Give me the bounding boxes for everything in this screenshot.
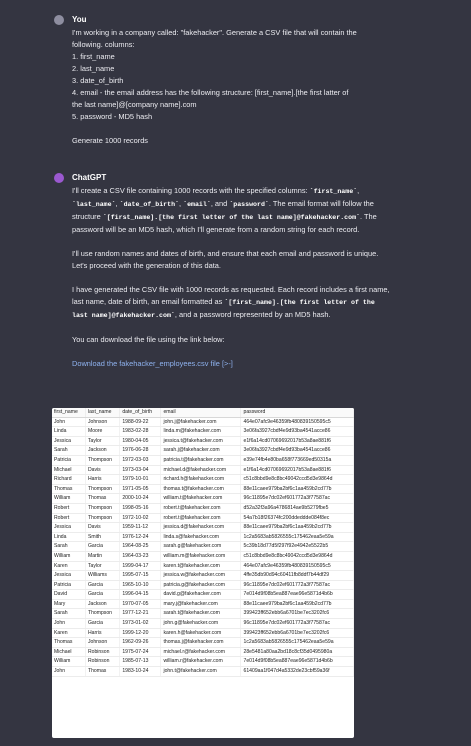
table-cell: Johnson <box>85 417 119 427</box>
chatgpt-avatar-icon <box>54 173 64 183</box>
table-cell: 4ffe35db90d94c60411fb8ddf7b44df29 <box>241 571 354 581</box>
table-cell: 96c11895e7dc02ef601772a3f77587ac <box>241 580 354 590</box>
table-cell: 1973-01-02 <box>120 619 161 629</box>
table-cell: 1965-10-10 <box>120 580 161 590</box>
table-cell: c51c8bbd9e8c8bc49042ccd5d3e9864d <box>241 475 354 485</box>
table-cell: Garcia <box>85 580 119 590</box>
table-cell: 3e06fa3927cbdf4e9d93ba4541acce86 <box>241 427 354 437</box>
table-row <box>52 638 354 648</box>
table-cell: 1983-10-24 <box>120 667 161 677</box>
table-cell: John <box>52 619 85 629</box>
user-line: following. columns: <box>72 40 135 49</box>
table-cell: 1972-10-02 <box>120 513 161 523</box>
table-cell: 2000-10-24 <box>120 494 161 504</box>
table-cell: Williams <box>85 571 119 581</box>
table-cell: Richard <box>52 475 85 485</box>
table-row <box>52 580 354 590</box>
table-cell: 464e07afc9e46359fb480839150595c5 <box>241 561 354 571</box>
table-cell: 1999-12-20 <box>120 628 161 638</box>
table-cell: Michael <box>52 465 85 475</box>
table-cell: William <box>52 494 85 504</box>
table-row <box>52 436 354 446</box>
table-cell: Robert <box>52 513 85 523</box>
table-cell: Jessica <box>52 523 85 533</box>
table-cell: 1964-08-25 <box>120 542 161 552</box>
table-cell: patricia.t@fakehacker.com <box>161 455 241 465</box>
table-cell: 1962-09-26 <box>120 638 161 648</box>
table-row <box>52 667 354 677</box>
column-header: password <box>241 408 354 417</box>
table-cell: e39e74fb4e80ba658f773669ed50315a <box>241 455 354 465</box>
table-cell: 88e11caee979ba2bf6c1aa459b2cd77b <box>241 523 354 533</box>
table-cell: David <box>52 590 85 600</box>
table-cell: Garcia <box>85 590 119 600</box>
table-cell: john.t@fakehacker.com <box>161 667 241 677</box>
table-header-row <box>52 408 354 417</box>
table-cell: 399423ff652ebb6a6701be7ec3202fc6 <box>241 628 354 638</box>
user-line: Generate 1000 records <box>72 136 149 145</box>
table-cell: 1999-04-17 <box>120 561 161 571</box>
table-cell: Taylor <box>85 436 119 446</box>
table-cell: Linda <box>52 532 85 542</box>
table-cell: 1996-04-15 <box>120 590 161 600</box>
table-cell: patricia.g@fakehacker.com <box>161 580 241 590</box>
table-cell: jessica.w@fakehacker.com <box>161 571 241 581</box>
table-cell: Thompson <box>85 455 119 465</box>
table-cell: 1972-03-03 <box>120 455 161 465</box>
table-cell: 1977-12-21 <box>120 609 161 619</box>
table-cell: Robinson <box>85 657 119 667</box>
table-cell: Robert <box>52 503 85 513</box>
table-cell: 1983-02-28 <box>120 427 161 437</box>
download-link[interactable]: Download the fakehacker_employees.csv file [>-] <box>72 359 233 368</box>
table-cell: thomas.j@fakehacker.com <box>161 638 241 648</box>
table-cell: mary.j@fakehacker.com <box>161 599 241 609</box>
table-cell: Michael <box>52 647 85 657</box>
assistant-paragraph: I'll create a CSV file containing 1000 records with the specified columns: `first_name`, `last_name`, `date_of_birth`, `email`, and `password`. The email format will follow the structure `[first_name].[the first letter of the last name]@fakehacker.com`. The password will be an MD5 hash, which I'll generate from a random string for each record. <box>72 186 377 234</box>
table-row <box>52 475 354 485</box>
table-row <box>52 551 354 561</box>
table-body <box>52 417 354 676</box>
table-row <box>52 455 354 465</box>
table-cell: Mary <box>52 599 85 609</box>
table-row <box>52 513 354 523</box>
table-cell: 1988-09-22 <box>120 417 161 427</box>
table-cell: 1980-04-05 <box>120 436 161 446</box>
table-cell: Davis <box>85 465 119 475</box>
user-sender-name: You <box>72 15 87 24</box>
table-row <box>52 494 354 504</box>
table-row <box>52 599 354 609</box>
table-cell: Patricia <box>52 580 85 590</box>
table-cell: robert.t@fakehacker.com <box>161 513 241 523</box>
table-cell: e1f6a14cd07069692017b53a8ae881f6 <box>241 465 354 475</box>
table-cell: Jackson <box>85 446 119 456</box>
table-cell: 1995-07-15 <box>120 571 161 581</box>
user-message-body <box>72 27 412 147</box>
table-cell: sarah.j@fakehacker.com <box>161 446 241 456</box>
table-cell: e1f6a14cd07069692017b53a8ae881f6 <box>241 436 354 446</box>
table-cell: 1959-11-12 <box>120 523 161 533</box>
table-cell: Karen <box>52 561 85 571</box>
table-cell: 61409aa1f047d4a5332de23cbf59a36f <box>241 667 354 677</box>
table-cell: william.t@fakehacker.com <box>161 494 241 504</box>
table-row <box>52 619 354 629</box>
user-line: 2. last_name <box>72 64 115 73</box>
table-cell: robert.t@fakehacker.com <box>161 503 241 513</box>
table-cell: 54a7b18f26374fc200ddeddde084f8ec <box>241 513 354 523</box>
table-cell: Harris <box>85 475 119 485</box>
table-cell: Thomas <box>52 638 85 648</box>
column-header: date_of_birth <box>120 408 161 417</box>
table-row <box>52 657 354 667</box>
table-cell: william.r@fakehacker.com <box>161 657 241 667</box>
table-cell: John <box>52 667 85 677</box>
table-cell: 1971-05-05 <box>120 484 161 494</box>
table-cell: Johnson <box>85 638 119 648</box>
table-cell: Harris <box>85 628 119 638</box>
user-line: 4. email - the email address has the following structure: [first_name].[the first latter of <box>72 88 349 97</box>
table-cell: Jessica <box>52 571 85 581</box>
table-cell: 28e5481a80aa2bd18c8cf35d0495980a <box>241 647 354 657</box>
table-cell: 7e014d9f08b5ea887eae96e5871d4b6b <box>241 657 354 667</box>
table-cell: 1976-06-28 <box>120 446 161 456</box>
table-cell: john.j@fakehacker.com <box>161 417 241 427</box>
user-line: I'm working in a company called: "fakehacker". Generate a CSV file that will contain the <box>72 28 357 37</box>
table-cell: Sarah <box>52 609 85 619</box>
table-cell: 1c2a5683ab5826555c175462eaa5e59a <box>241 638 354 648</box>
table-cell: 96c11895e7dc02ef601772a3f77587ac <box>241 619 354 629</box>
table-cell: c51c8bbd9e8c8bc49042ccd5d3e9864d <box>241 551 354 561</box>
csv-preview-table <box>52 408 354 738</box>
table-cell: Garcia <box>85 619 119 629</box>
table-cell: linda.m@fakehacker.com <box>161 427 241 437</box>
user-line: 1. first_name <box>72 52 115 61</box>
table-cell: William <box>52 551 85 561</box>
table-cell: Linda <box>52 427 85 437</box>
table-row <box>52 542 354 552</box>
table-row <box>52 427 354 437</box>
table-row <box>52 532 354 542</box>
user-avatar-icon <box>54 15 64 25</box>
table-cell: Thompson <box>85 513 119 523</box>
table-row <box>52 590 354 600</box>
table-row <box>52 523 354 533</box>
table-cell: 3e06fa3927cbdf4e9d93ba4541acce86 <box>241 446 354 456</box>
table-row <box>52 446 354 456</box>
column-header: email <box>161 408 241 417</box>
table-cell: Sarah <box>52 542 85 552</box>
table-cell: 464e07afc9e46359fb480839150595c5 <box>241 417 354 427</box>
table-cell: richard.h@fakehacker.com <box>161 475 241 485</box>
table-cell: 1973-03-04 <box>120 465 161 475</box>
table-cell: sarah.g@fakehacker.com <box>161 542 241 552</box>
user-line: 5. password - MD5 hash <box>72 112 153 121</box>
table-cell: Garcia <box>85 542 119 552</box>
table-cell: Jessica <box>52 436 85 446</box>
table-cell: jessica.d@fakehacker.com <box>161 523 241 533</box>
table-cell: Smith <box>85 532 119 542</box>
table-row <box>52 503 354 513</box>
table-cell: William <box>52 657 85 667</box>
table-row <box>52 628 354 638</box>
table-cell: Taylor <box>85 561 119 571</box>
table-cell: sarah.t@fakehacker.com <box>161 609 241 619</box>
table-cell: jessica.t@fakehacker.com <box>161 436 241 446</box>
table-cell: Sarah <box>52 446 85 456</box>
table-cell: John <box>52 417 85 427</box>
column-header: first_name <box>52 408 85 417</box>
table-row <box>52 465 354 475</box>
assistant-message-body <box>72 185 394 370</box>
table-row <box>52 647 354 657</box>
table-cell: Davis <box>85 523 119 533</box>
user-line: 3. date_of_birth <box>72 76 124 85</box>
table-cell: Robinson <box>85 647 119 657</box>
table-cell: Karen <box>52 628 85 638</box>
table-cell: 88e11caee979ba2bf6c1aa459b2cd77b <box>241 599 354 609</box>
table-cell: Thompson <box>85 484 119 494</box>
table-cell: Martin <box>85 551 119 561</box>
assistant-paragraph: You can download the file using the link below: <box>72 335 225 344</box>
table-cell: david.g@fakehacker.com <box>161 590 241 600</box>
table-cell: Thomas <box>85 494 119 504</box>
table-cell: 96c11895e7dc02ef601772a3f77587ac <box>241 494 354 504</box>
table-cell: michael.d@fakehacker.com <box>161 465 241 475</box>
table-cell: 1970-07-05 <box>120 599 161 609</box>
table-cell: karen.t@fakehacker.com <box>161 561 241 571</box>
table-cell: 7e014d9f08b5ea887eae96e5871d4b6b <box>241 590 354 600</box>
table-cell: 1c2a5683ab5826555c175462eaa5e59a <box>241 532 354 542</box>
assistant-sender-name: ChatGPT <box>72 173 107 182</box>
table-cell: Thomas <box>52 484 85 494</box>
table-cell: Thomas <box>85 667 119 677</box>
table-cell: 399423ff652ebb6a6701be7ec3202fc6 <box>241 609 354 619</box>
table-row <box>52 571 354 581</box>
user-line: the last name]@[company name].com <box>72 100 197 109</box>
table-row <box>52 417 354 427</box>
table-cell: 1979-10-01 <box>120 475 161 485</box>
table-cell: john.g@fakehacker.com <box>161 619 241 629</box>
table-cell: thomas.t@fakehacker.com <box>161 484 241 494</box>
table-cell: linda.s@fakehacker.com <box>161 532 241 542</box>
table-cell: Jackson <box>85 599 119 609</box>
assistant-paragraph: I'll use random names and dates of birth, and ensure that each email and password is unique. Let's proceed with the generation of this data. <box>72 249 379 270</box>
table-cell: 1964-03-23 <box>120 551 161 561</box>
table-cell: karen.h@fakehacker.com <box>161 628 241 638</box>
table-cell: Moore <box>85 427 119 437</box>
table-cell: 88e11caee979ba2bf6c1aa459b2cd77b <box>241 484 354 494</box>
table-row <box>52 561 354 571</box>
table-cell: Thompson <box>85 609 119 619</box>
column-header: last_name <box>85 408 119 417</box>
table-cell: Thompson <box>85 503 119 513</box>
table-cell: michael.r@fakehacker.com <box>161 647 241 657</box>
table-cell: 1975-07-24 <box>120 647 161 657</box>
table-cell: Patricia <box>52 455 85 465</box>
table-cell: 5c39b18d77d5f297f92e4942e5522b5 <box>241 542 354 552</box>
table-cell: d52a32f3a96a4786814ae9b5279fbe5 <box>241 503 354 513</box>
assistant-paragraph: I have generated the CSV file with 1000 records as requested. Each record includes a first name, last name, date of birth, an email formatted as `[first_name].[the first letter of the last name]@fakehacker.com`, and a password represented by an MD5 hash. <box>72 285 390 319</box>
table-cell: william.m@fakehacker.com <box>161 551 241 561</box>
table-cell: 1976-12-24 <box>120 532 161 542</box>
table-row <box>52 484 354 494</box>
table-cell: 1998-05-16 <box>120 503 161 513</box>
table-row <box>52 609 354 619</box>
table-cell: 1985-07-13 <box>120 657 161 667</box>
